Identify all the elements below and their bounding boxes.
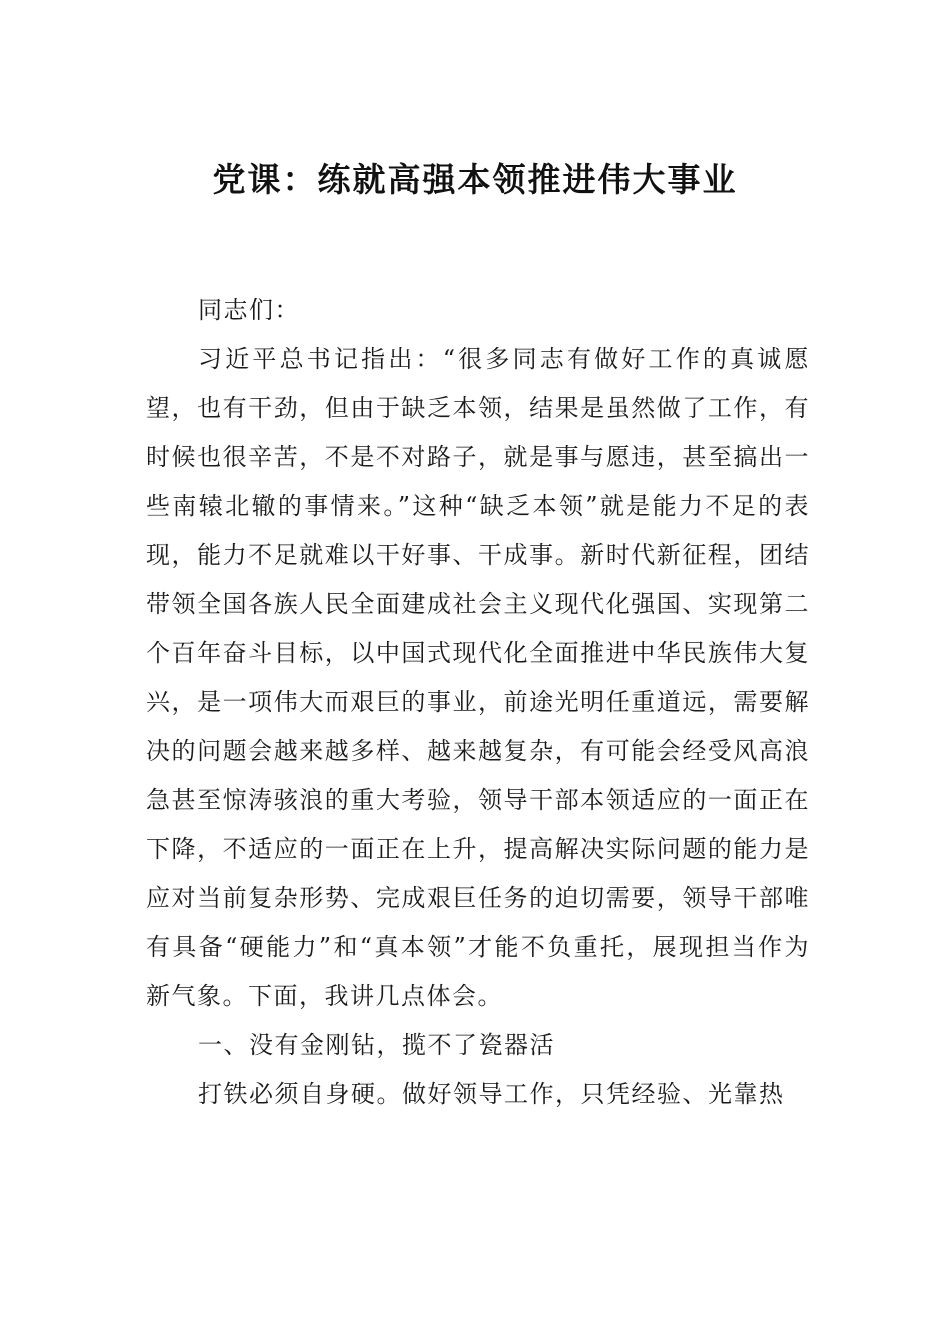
section-heading: 一、没有金刚钻，揽不了瓷器活 [198, 1031, 555, 1059]
section-paragraph: 打铁必须自身硬。做好领导工作，只凭经验、光靠热 [198, 1080, 785, 1108]
document-title: 党课：练就高强本领推进伟大事业 [212, 160, 738, 199]
salutation-paragraph: 同志们： [198, 296, 300, 324]
intro-paragraph: 习近平总书记指出：“很多同志有做好工作的真诚愿望，也有干劲，但由于缺乏本领，结果是虽然做了工作，有时候也很辛苦，不是不对路子，就是事与愿违，甚至搞出一些南辕北辙的事情来。”这种“缺乏本领”就是能力不足的表现，能力不足就难以干好事、干成事。新时代新征程，团结带领全国各族人民全面建成社会主义现代化强国、实现第二个百年奋斗目标，以中国式现代化全面推进中华民族伟大复兴，是一项伟大而艰巨的事业，前途光明任重道远，需要解决的问题会越来越多样、越来越复杂，有可能会经受风高浪急甚至惊涛骇浪的重大考验，领导干部本领适应的一面正在下降，不适应的一面正在上升，提高解决实际问题的能力是应对当前复杂形势、完成艰巨任务的迫切需要，领导干部唯有具备“硬能力”和“真本领”才能不负重托，展现担当作为新气象。下面，我讲几点体会。 [146, 345, 810, 1010]
document-body [146, 286, 810, 1119]
